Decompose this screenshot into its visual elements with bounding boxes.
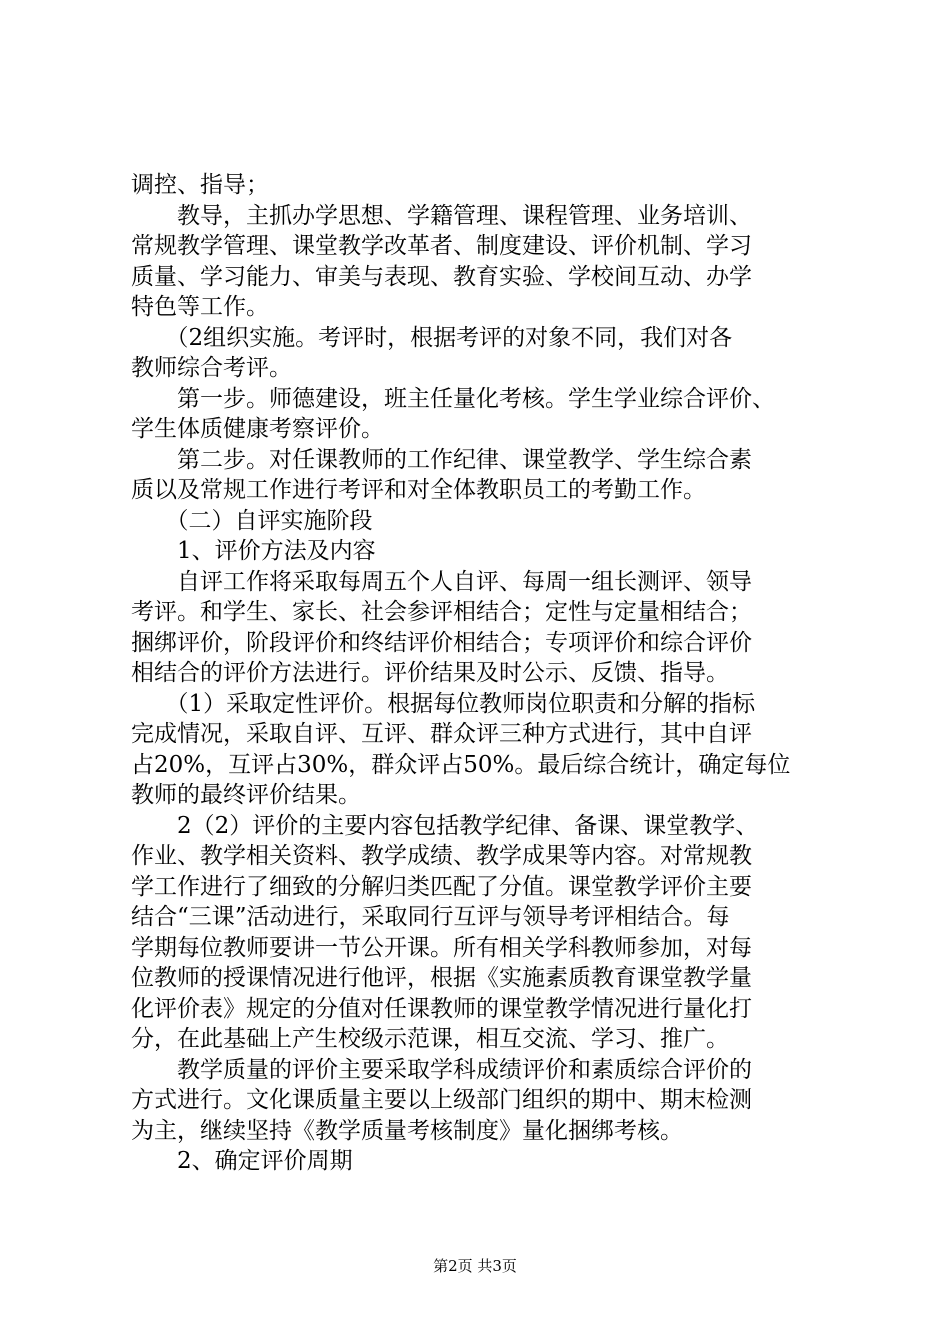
text-line: 自评工作将采取每周五个人自评、每周一组长测评、领导 <box>131 568 752 595</box>
text-line: 2（2）评价的主要内容包括教学纪律、备课、课堂教学、 <box>131 812 759 839</box>
text-line: 位教师的授课情况进行他评，根据《实施素质教育课堂教学量 <box>131 965 752 991</box>
text-line: 化评价表》规定的分值对任课教师的课堂教学情况进行量化打 <box>131 995 752 1022</box>
text-line: 质量、学习能力、审美与表现、教育实验、学校间互动、办学 <box>131 263 752 290</box>
text-line: 分，在此基础上产生校级示范课，相互交流、学习、推广。 <box>131 1026 729 1052</box>
text-line: 2、确定评价周期 <box>131 1148 353 1174</box>
text-line: 调控、指导； <box>131 172 269 198</box>
page-footer: 第2页 共3页 <box>433 1257 517 1275</box>
text-line: 教学质量的评价主要采取学科成绩评价和素质综合评价的 <box>131 1056 752 1083</box>
text-line: 捆绑评价，阶段评价和终结评价相结合；专项评价和综合评价 <box>131 629 752 656</box>
text-line: 1、评价方法及内容 <box>131 538 376 564</box>
text-line: （1）采取定性评价。根据每位教师岗位职责和分解的指标 <box>131 690 756 717</box>
text-line: 相结合的评价方法进行。评价结果及时公示、反馈、指导。 <box>131 660 729 686</box>
text-line: 特色等工作。 <box>131 294 269 320</box>
text-line: 第一步。师德建设，班主任量化考核。学生学业综合评价、 <box>131 385 775 412</box>
text-line: 方式进行。文化课质量主要以上级部门组织的期中、期末检测 <box>131 1087 752 1113</box>
text-line: （2组织实施。考评时，根据考评的对象不同，我们对各 <box>131 324 733 351</box>
text-line: 常规教学管理、课堂教学改革者、制度建设、评价机制、学习 <box>131 233 752 259</box>
text-line: 学工作进行了细致的分解归类匹配了分值。课堂教学评价主要 <box>131 873 752 900</box>
text-line: 占20%，互评占30%，群众评占50%。最后综合统计，确定每位 <box>131 751 791 778</box>
text-line: 为主，继续坚持《教学质量考核制度》量化捆绑考核。 <box>131 1117 683 1144</box>
text-line: 学生体质健康考察评价。 <box>131 416 384 442</box>
text-line: 结合“三课”活动进行，采取同行互评与领导考评相结合。每 <box>131 904 730 930</box>
text-line: 完成情况，采取自评、互评、群众评三种方式进行，其中自评 <box>131 721 752 747</box>
text-line: 学期每位教师要讲一节公开课。所有相关学科教师参加，对每 <box>131 934 752 961</box>
text-line: （二）自评实施阶段 <box>131 507 373 534</box>
text-line: 考评。和学生、家长、社会参评相结合；定性与定量相结合； <box>131 599 752 625</box>
text-line: 第二步。对任课教师的工作纪律、课堂教学、学生综合素 <box>131 446 752 473</box>
document-body <box>131 170 836 1177</box>
text-line: 教导，主抓办学思想、学籍管理、课程管理、业务培训、 <box>131 202 752 229</box>
text-line: 教师的最终评价结果。 <box>131 782 361 808</box>
text-line: 质以及常规工作进行考评和对全体教职员工的考勤工作。 <box>131 477 706 503</box>
text-line: 教师综合考评。 <box>131 355 292 381</box>
text-line: 作业、教学相关资料、教学成绩、教学成果等内容。对常规教 <box>131 843 752 869</box>
